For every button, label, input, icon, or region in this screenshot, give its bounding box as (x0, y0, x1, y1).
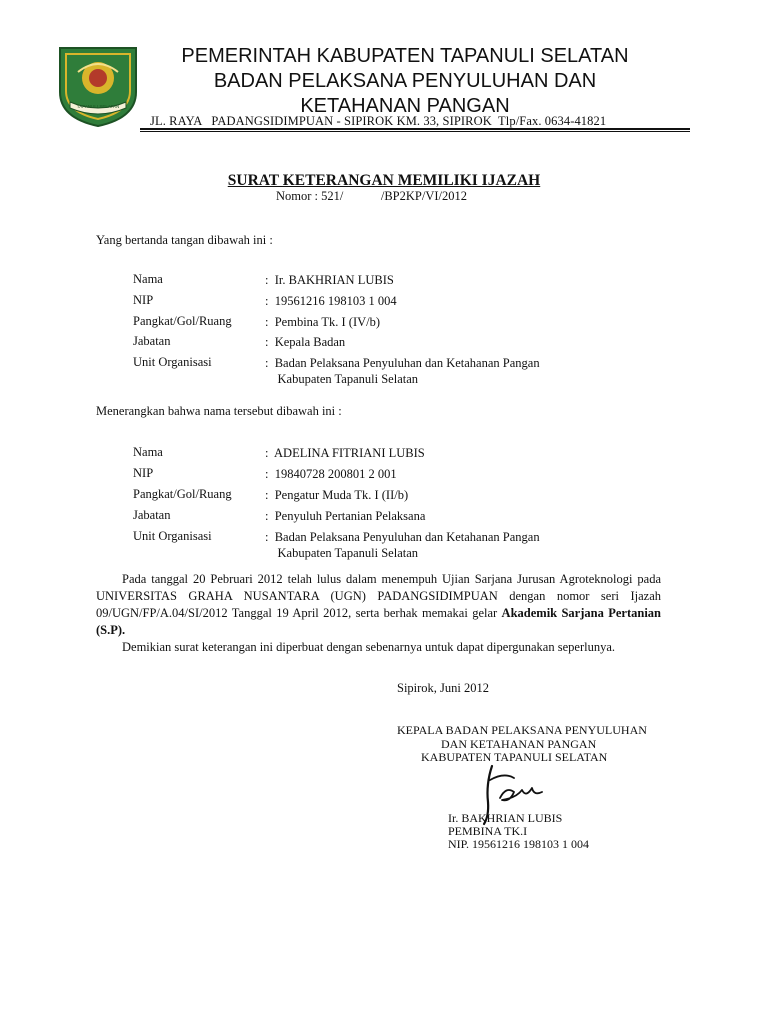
subject-value-unit: : Badan Pelaksana Penyuluhan dan Ketahanan Pangan Kabupaten Tapanuli Selatan (265, 530, 540, 560)
subject-value-name: : ADELINA FITRIANI LUBIS (265, 446, 425, 460)
subject-label-name: Nama (133, 445, 163, 459)
letterhead-line-2: BADAN PELAKSANA PENYULUHAN DAN (213, 70, 597, 92)
signer-position-line-2: DAN KETAHANAN PANGAN (441, 737, 597, 751)
subject-value-rank: : Pengatur Muda Tk. I (II/b) (265, 488, 409, 502)
document-title (0, 172, 768, 190)
signer-position-line-3: KABUPATEN TAPANULI SELATAN (421, 750, 608, 764)
signer-label-rank: Pangkat/Gol/Ruang (133, 314, 232, 328)
document-number: Nomor : 521/ /BP2KP/VI/2012 (276, 189, 467, 203)
signer-rank: PEMBINA TK.I (448, 824, 528, 838)
subject-label-position: Jabatan (133, 508, 171, 522)
signer-value-nip: : 19561216 198103 1 004 (265, 294, 397, 308)
subject-value-nip: : 19840728 200801 2 001 (265, 467, 397, 481)
signer-intro: Yang bertanda tangan dibawah ini : (96, 233, 273, 247)
signer-label-nip: NIP (133, 293, 154, 307)
signer-value-unit: : Badan Pelaksana Penyuluhan dan Ketahanan Pangan Kabupaten Tapanuli Selatan (265, 356, 540, 386)
subject-label-unit: Unit Organisasi (133, 529, 212, 543)
subject-label-rank: Pangkat/Gol/Ruang (133, 487, 232, 501)
place-date: Sipirok, Juni 2012 (397, 681, 490, 695)
body-text (96, 571, 661, 656)
subject-label-nip: NIP (133, 466, 154, 480)
subject-intro: Menerangkan bahwa nama tersebut dibawah ini : (96, 404, 342, 418)
letterhead-divider-thick (140, 128, 690, 130)
signer-nip: NIP. 19561216 198103 1 004 (448, 837, 590, 851)
signer-position-line-1: KEPALA BADAN PELAKSANA PENYULUHAN (397, 723, 647, 737)
logo-banner-text: TAPANULI SELATAN (76, 104, 120, 109)
signer-name: Ir. BAKHRIAN LUBIS (448, 811, 563, 825)
subject-value-position: : Penyuluh Pertanian Pelaksana (265, 509, 426, 523)
graduation-paragraph (96, 571, 661, 639)
letterhead-address: JL. RAYA PADANGSIDIMPUAN - SIPIROK KM. 33, SIPIROK Tlp/Fax. 0634-41821 (150, 114, 607, 128)
letterhead-divider-thin (140, 131, 690, 132)
signer-value-rank: : Pembina Tk. I (IV/b) (265, 315, 381, 329)
signer-label-unit: Unit Organisasi (133, 355, 212, 369)
graduation-text: Pada tanggal 20 Pebruari 2012 telah lulus dalam menempuh Ujian Sarjana Jurusan Agroteknologi pada UNIVERSITAS GRAHA NUSANTARA (UGN) PADANGSIDIMPUAN dengan nomor seri Ijazah 09/UGN/FP/A.04/SI/2012 Tanggal 19 April 2012, serta berhak memakai gelar (96, 572, 661, 620)
closing-paragraph: Demikian surat keterangan ini diperbuat dengan sebenarnya untuk dapat dipergunakan seperlunya. (122, 640, 615, 654)
signer-label-name: Nama (133, 272, 163, 286)
signer-value-position: : Kepala Badan (265, 335, 346, 349)
document-title-text: SURAT KETERANGAN MEMILIKI IJAZAH (227, 172, 541, 189)
regency-emblem-logo (56, 42, 140, 128)
signer-value-name: : Ir. BAKHRIAN LUBIS (265, 273, 394, 287)
letterhead-line-1: PEMERINTAH KABUPATEN TAPANULI SELATAN (181, 45, 629, 67)
letterhead-line-3: KETAHANAN PANGAN (300, 95, 510, 117)
signer-label-position: Jabatan (133, 334, 171, 348)
degree-title: Akademik Sarjana Pertanian (S.P). (96, 606, 661, 637)
